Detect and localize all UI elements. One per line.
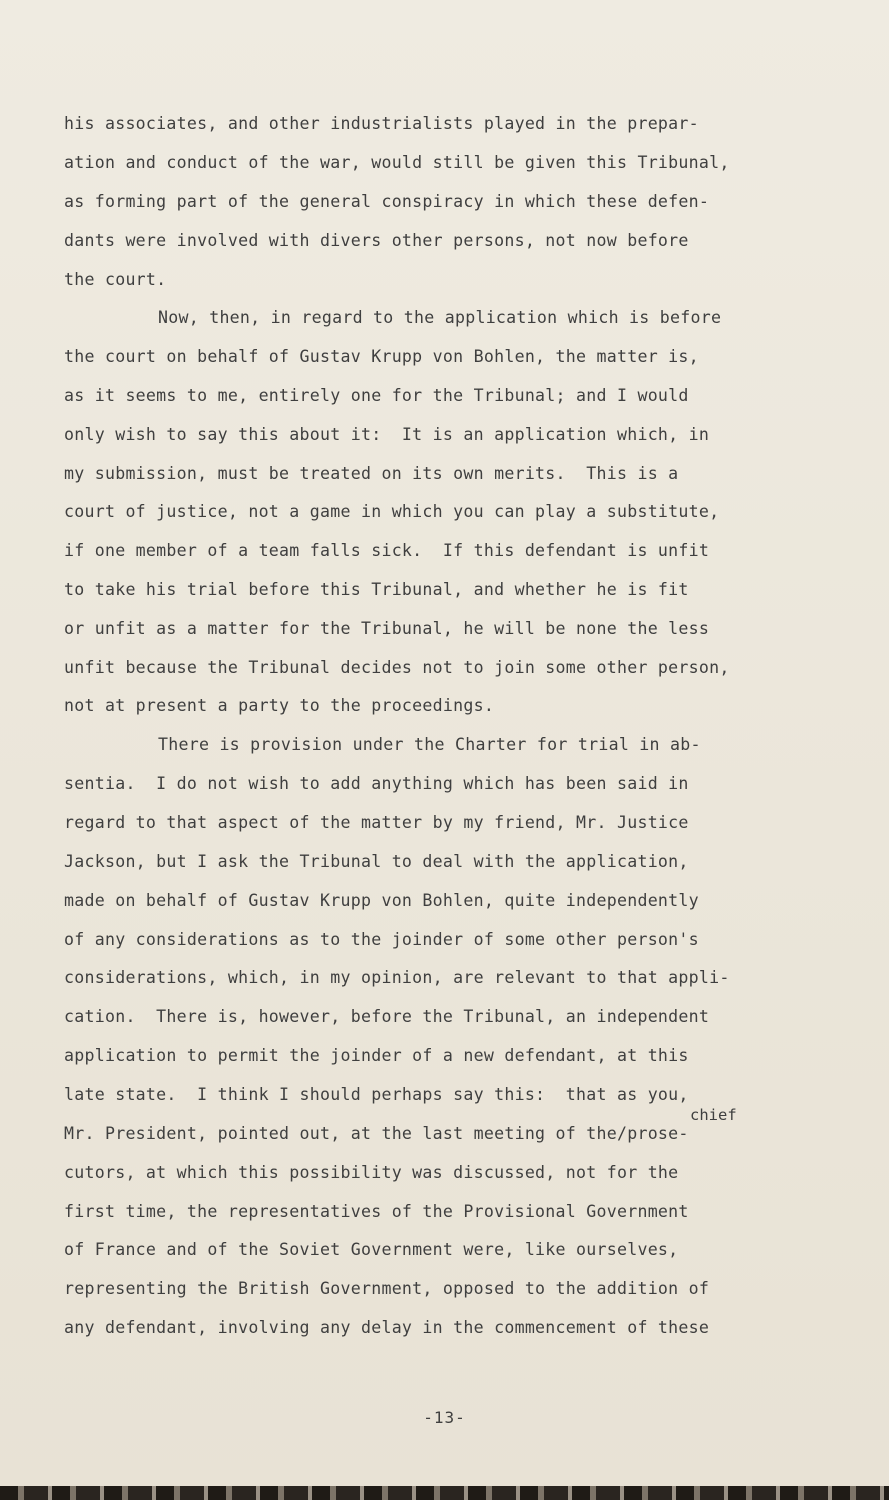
- text-line: application to permit the joinder of a new defendant, at this: [64, 1046, 689, 1065]
- text-line: considerations, which, in my opinion, are relevant to that appli-: [64, 968, 730, 987]
- text-line: cutors, at which this possibility was discussed, not for the: [64, 1163, 679, 1182]
- text-line: or unfit as a matter for the Tribunal, he will be none the less: [64, 619, 710, 638]
- text-line: the court on behalf of Gustav Krupp von Bohlen, the matter is,: [64, 347, 699, 366]
- text-line: of France and of the Soviet Government were, like ourselves,: [64, 1240, 679, 1259]
- paragraph-start-line: There is provision under the Charter for trial in ab-: [158, 735, 701, 754]
- text-line: ation and conduct of the war, would still be given this Tribunal,: [64, 153, 730, 172]
- text-line: if one member of a team falls sick. If this defendant is unfit: [64, 541, 710, 560]
- text-line: regard to that aspect of the matter by my friend, Mr. Justice: [64, 813, 689, 832]
- text-line: Mr. President, pointed out, at the last meeting of the/prose-: [64, 1124, 689, 1143]
- text-line: court of justice, not a game in which you can play a substitute,: [64, 502, 720, 521]
- text-line: his associates, and other industrialists played in the prepar-: [64, 114, 699, 133]
- text-line: made on behalf of Gustav Krupp von Bohlen, quite independently: [64, 891, 699, 910]
- text-line: to take his trial before this Tribunal, and whether he is fit: [64, 580, 689, 599]
- text-line: only wish to say this about it: It is an application which, in: [64, 425, 710, 444]
- text-line: cation. There is, however, before the Tribunal, an independent: [64, 1007, 710, 1026]
- text-line: any defendant, involving any delay in the commencement of these: [64, 1318, 710, 1337]
- text-line: as forming part of the general conspiracy in which these defen-: [64, 192, 710, 211]
- text-line: first time, the representatives of the Provisional Government: [64, 1202, 689, 1221]
- text-line: not at present a party to the proceedings.: [64, 696, 495, 715]
- text-line: Jackson, but I ask the Tribunal to deal with the application,: [64, 852, 689, 871]
- text-line: unfit because the Tribunal decides not to join some other person,: [64, 658, 730, 677]
- scan-edge-strip: [0, 1486, 889, 1500]
- text-line: sentia. I do not wish to add anything which has been said in: [64, 774, 689, 793]
- text-line: of any considerations as to the joinder of some other person's: [64, 930, 699, 949]
- text-line: the court.: [64, 270, 167, 289]
- text-line: representing the British Government, opposed to the addition of: [64, 1279, 710, 1298]
- text-line: late state. I think I should perhaps say this: that as you,: [64, 1085, 689, 1104]
- text-line: my submission, must be treated on its own merits. This is a: [64, 464, 679, 483]
- text-line: dants were involved with divers other persons, not now before: [64, 231, 689, 250]
- page-number: -13-: [423, 1408, 466, 1427]
- paragraph-start-line: Now, then, in regard to the application which is before: [158, 308, 722, 327]
- handwritten-insertion: chief: [690, 1106, 737, 1124]
- text-line: as it seems to me, entirely one for the Tribunal; and I would: [64, 386, 689, 405]
